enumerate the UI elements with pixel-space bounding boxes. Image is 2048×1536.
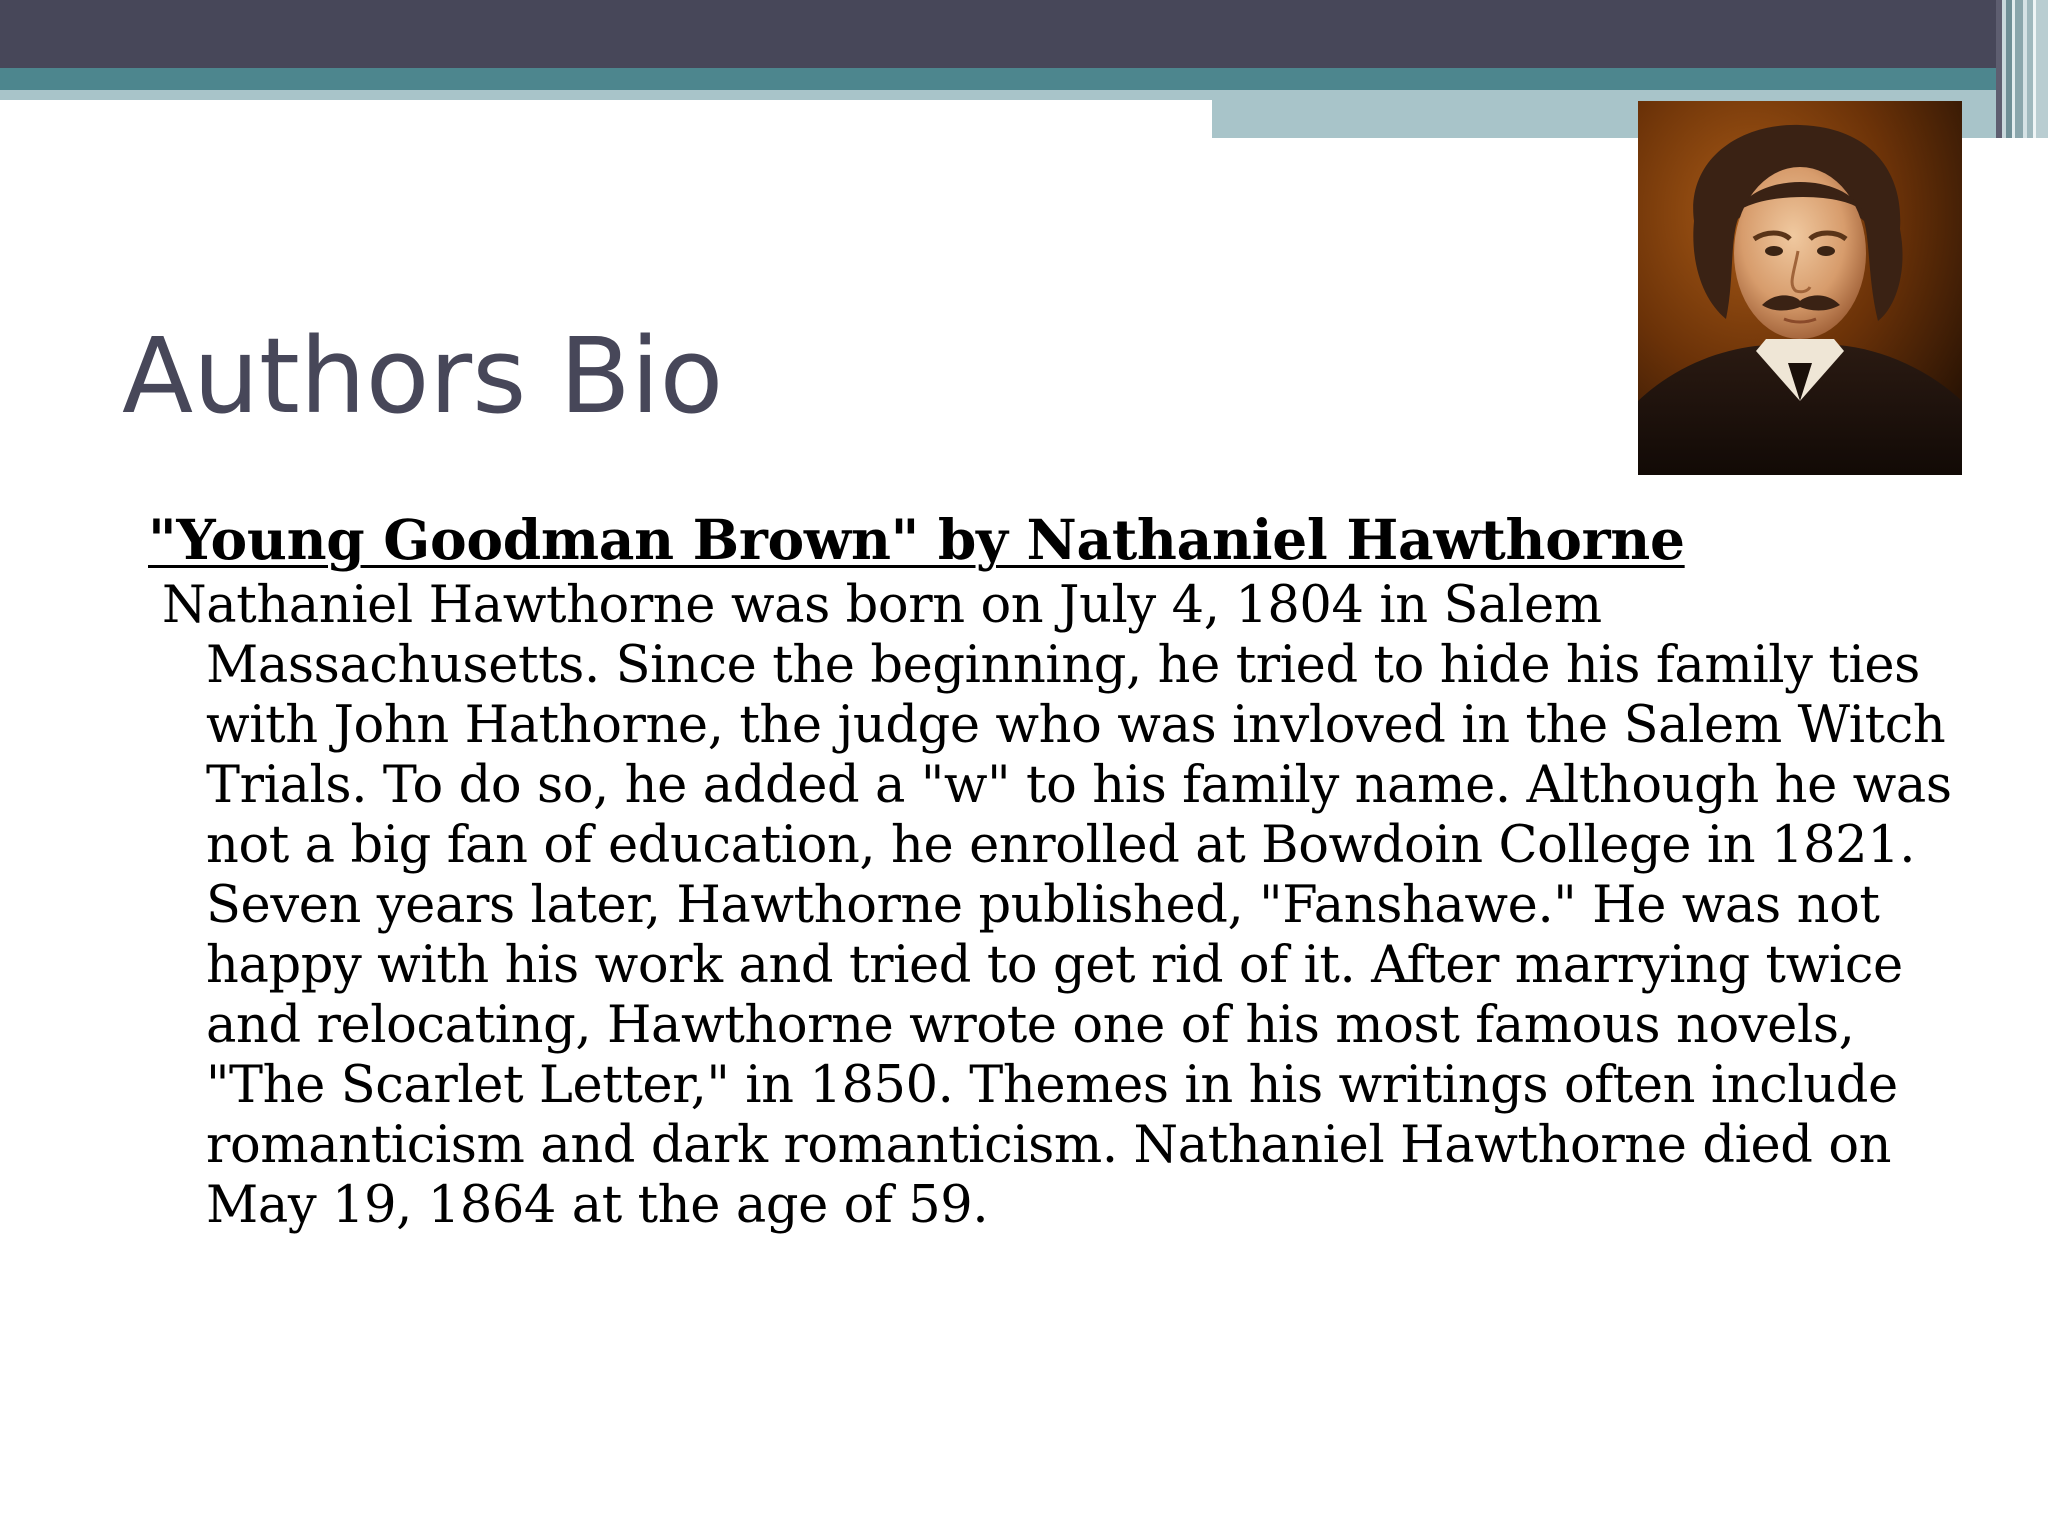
header-band-teal (0, 68, 2048, 90)
header-band-dark (0, 0, 2048, 68)
subheading: "Young Goodman Brown" by Nathaniel Hawthorne (148, 507, 1685, 572)
slide-title: Authors Bio (122, 315, 724, 437)
bio-paragraph: Nathaniel Hawthorne was born on July 4, 1804 in Salem Massachusetts. Since the beginning, he tried to hide his family ties with John Hathorne, the judge who was invloved in the Salem Witch Trials. To do so, he added a "w" to his family name. Although he was not a big fan of education, he enrolled at Bowdoin College in 1821. Seven years later, Hawthorne published, "Fanshawe." He was not happy with his work and tried to get rid of it. After marrying twice and relocating, Hawthorne wrote one of his most famous novels, "The Scarlet Letter," in 1850. Themes in his writings often include romanticism and dark romanticism. Nathaniel Hawthorne died on May 19, 1864 at the age of 59. (162, 576, 1952, 1235)
header-band-light-left (0, 90, 1212, 100)
slide-content (148, 504, 1952, 1236)
author-portrait (1638, 101, 1962, 475)
header-edge-stripes (1996, 0, 2048, 138)
